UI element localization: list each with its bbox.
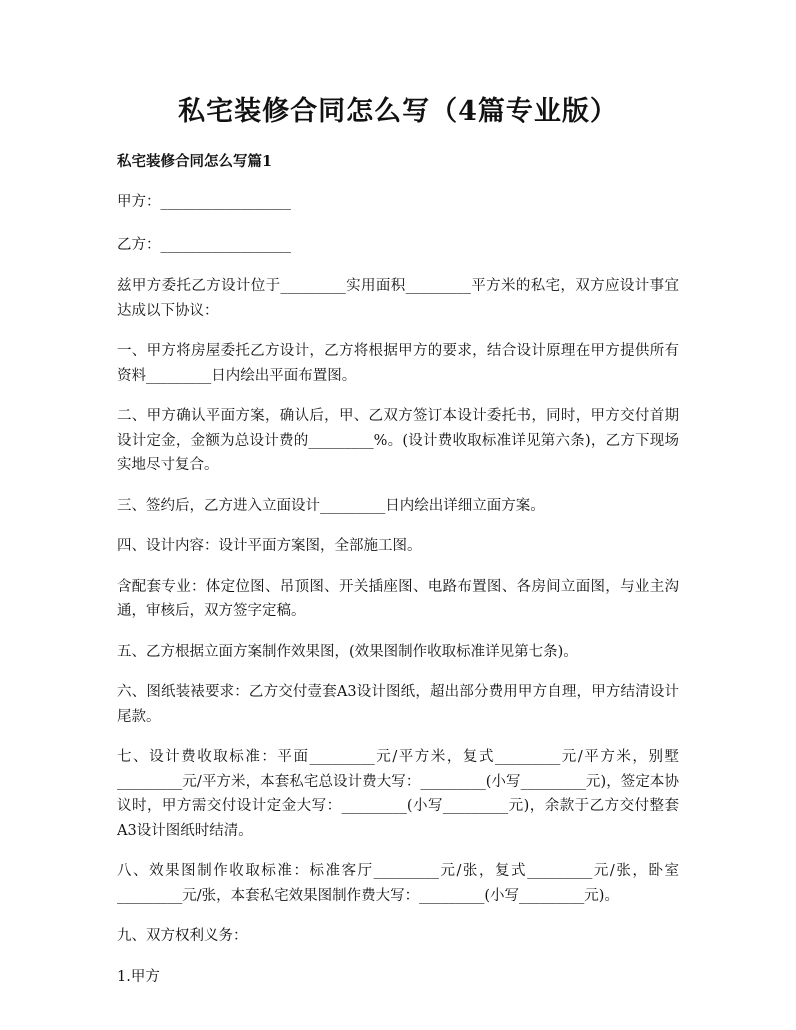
paragraph-clause-4: 四、设计内容：设计平面方案图，全部施工图。 [117,538,422,554]
party-b-line: 乙方：__________________ [117,236,291,253]
paragraph-clause-7: 七、设计费收取标准：平面_________元/平方米，复式_________元/平方米，别墅_________元/平方米，本套私宅总设计费大写：_________(小写_________元)，签定本协议时，甲方需交付设计定金大写：_________(小写_________元)，余款于乙方交付整套A3设计图纸时结清。 [117,749,679,839]
paragraph-intro: 兹甲方委托乙方设计位于_________实用面积_________平方米的私宅，双方应设计事宜达成以下协议： [117,278,679,319]
paragraph-clause-3: 三、签约后，乙方进入立面设计_________日内绘出详细立面方案。 [117,497,545,514]
paragraph-clause-5: 五、乙方根据立面方案制作效果图，(效果图制作收取标准详见第七条)。 [117,643,578,660]
document-title: 私宅装修合同怎么写（4篇专业版） [178,96,618,127]
paragraph-clause-2: 二、甲方确认平面方案，确认后，甲、乙双方签订本设计委托书，同时，甲方交付首期设计定金，金额为总设计费的_________%。(设计费收取标准详见第六条)，乙方下现场实地尽寸复合。 [117,408,679,473]
paragraph-clause-8: 八、效果图制作收取标准：标准客厅_________元/张，复式_________元/张，卧室_________元/张，本套私宅效果图制作费大写：_________(小写_________元)。 [117,863,679,904]
section-heading: 私宅装修合同怎么写篇1 [117,153,273,170]
party-a-line: 甲方：__________________ [117,194,291,210]
paragraph-party-a-heading: 1.甲方 [117,968,160,985]
paragraph-clause-4-detail: 含配套专业：体定位图、吊顶图、开关插座图、电路布置图、各房间立面图，与业主沟通，审核后，双方签字定稿。 [117,578,679,619]
paragraph-clause-6: 六、图纸装裱要求：乙方交付壹套A3设计图纸，超出部分费用甲方自理，甲方结清设计尾款。 [117,684,679,725]
paragraph-clause-9: 九、双方权利义务： [117,928,248,944]
paragraph-clause-1: 一、甲方将房屋委托乙方设计，乙方将根据甲方的要求，结合设计原理在甲方提供所有资料_________日内绘出平面布置图。 [117,343,679,384]
